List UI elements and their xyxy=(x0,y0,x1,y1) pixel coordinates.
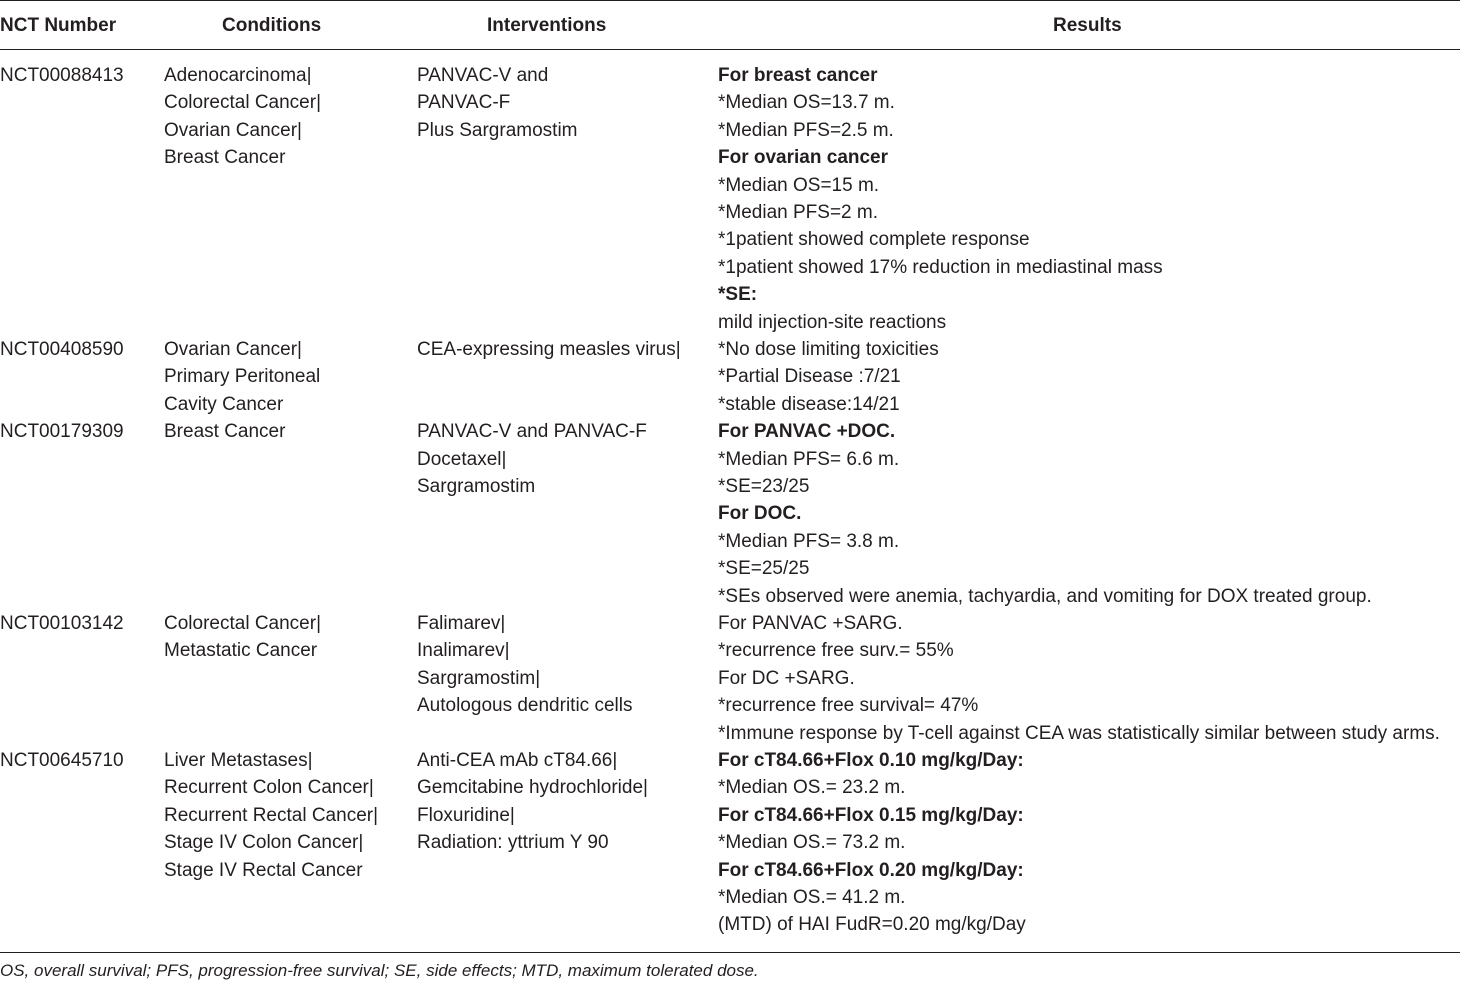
condition-line: Metastatic Cancer xyxy=(164,640,318,662)
result-line: For breast cancer xyxy=(718,65,878,86)
cell-interventions xyxy=(417,418,647,500)
intervention-line: Sargramostim| xyxy=(417,667,541,689)
intervention-line: Autologous dendritic cells xyxy=(417,695,633,717)
intervention-line: Floxuridine| xyxy=(417,804,515,826)
result-line: *No dose limiting toxicities xyxy=(718,339,939,360)
condition-line: Cavity Cancer xyxy=(164,393,284,415)
result-line: *Median OS=15 m. xyxy=(718,174,880,196)
result-line: mild injection-site reactions xyxy=(718,311,947,333)
result-line: *1patient showed 17% reduction in mediastinal mass xyxy=(718,256,1163,278)
cell-conditions xyxy=(164,418,285,445)
cell-nct xyxy=(0,62,124,89)
table-bottom-rule xyxy=(0,952,1460,953)
intervention-line: Gemcitabine hydrochloride| xyxy=(417,777,648,799)
result-line: *Median OS.= 73.2 m. xyxy=(718,832,906,854)
result-line: For PANVAC +DOC. xyxy=(718,421,896,443)
result-line: For DC +SARG. xyxy=(718,667,855,689)
nct-number: NCT00179309 xyxy=(0,421,124,443)
cell-interventions xyxy=(417,747,648,857)
intervention-line: Anti-CEA mAb cT84.66| xyxy=(417,750,618,771)
result-line: For cT84.66+Flox 0.20 mg/kg/Day: xyxy=(718,859,1024,881)
result-line: (MTD) of HAI FudR=0.20 mg/kg/Day xyxy=(718,914,1026,936)
condition-line: Recurrent Colon Cancer| xyxy=(164,777,374,799)
cell-results xyxy=(718,336,939,418)
condition-line: Colorectal Cancer| xyxy=(164,92,322,114)
result-line: *SE=25/25 xyxy=(718,558,810,580)
intervention-line: PANVAC-V and PANVAC-F xyxy=(417,421,647,443)
result-line: For ovarian cancer xyxy=(718,147,889,169)
cell-results xyxy=(718,610,1440,747)
cell-interventions xyxy=(417,62,578,144)
cell-conditions xyxy=(164,747,378,884)
intervention-line: Falimarev| xyxy=(417,613,506,634)
intervention-line: CEA-expressing measles virus| xyxy=(417,339,681,360)
cell-conditions xyxy=(164,336,320,418)
result-line: For cT84.66+Flox 0.10 mg/kg/Day: xyxy=(718,750,1024,771)
cell-results xyxy=(718,747,1026,939)
cell-results xyxy=(718,418,1372,610)
result-line: *recurrence free survival= 47% xyxy=(718,695,979,717)
result-line: *Median OS.= 23.2 m. xyxy=(718,777,906,799)
result-line: *Immune response by T-cell against CEA was statistically similar between study arms. xyxy=(718,722,1440,744)
result-line: *Median OS.= 41.2 m. xyxy=(718,886,906,908)
condition-line: Breast Cancer xyxy=(164,147,286,169)
result-line: *Median PFS= 6.6 m. xyxy=(718,448,900,470)
intervention-line: Inalimarev| xyxy=(417,640,510,662)
intervention-line: PANVAC-V and xyxy=(417,65,549,86)
result-line: *Median PFS= 3.8 m. xyxy=(718,530,900,552)
result-line: *recurrence free surv.= 55% xyxy=(718,640,954,662)
intervention-line: Radiation: yttrium Y 90 xyxy=(417,832,609,854)
intervention-line: Docetaxel| xyxy=(417,448,507,470)
result-line: *Median PFS=2.5 m. xyxy=(718,119,894,141)
result-line: *Median PFS=2 m. xyxy=(718,201,878,223)
result-line: *SE=23/25 xyxy=(718,475,810,497)
cell-nct xyxy=(0,610,124,637)
header-nct: NCT Number xyxy=(0,15,117,36)
header-results: Results xyxy=(1053,15,1122,36)
intervention-line: PANVAC-F xyxy=(417,92,511,114)
intervention-line: Sargramostim xyxy=(417,475,536,497)
result-line: *SE: xyxy=(718,284,758,306)
header-rule xyxy=(0,49,1460,50)
cell-results xyxy=(718,62,1163,336)
cell-nct xyxy=(0,747,124,774)
table-footnote: OS, overall survival; PFS, progression-free survival; SE, side effects; MTD, maximum tolerated dose. xyxy=(0,961,759,980)
condition-line: Colorectal Cancer| xyxy=(164,613,322,634)
header-conditions: Conditions xyxy=(222,15,322,36)
condition-line: Recurrent Rectal Cancer| xyxy=(164,804,379,826)
cell-nct xyxy=(0,418,124,445)
result-line: For cT84.66+Flox 0.15 mg/kg/Day: xyxy=(718,804,1024,826)
condition-line: Ovarian Cancer| xyxy=(164,339,302,360)
intervention-line: Plus Sargramostim xyxy=(417,119,578,141)
condition-line: Stage IV Rectal Cancer xyxy=(164,859,363,881)
result-line: *SEs observed were anemia, tachyardia, and vomiting for DOX treated group. xyxy=(718,585,1372,607)
nct-number: NCT00088413 xyxy=(0,65,124,86)
header-interventions: Interventions xyxy=(487,15,607,36)
condition-line: Primary Peritoneal xyxy=(164,366,321,388)
result-line: For PANVAC +SARG. xyxy=(718,613,903,634)
cell-conditions xyxy=(164,610,321,665)
condition-line: Ovarian Cancer| xyxy=(164,119,302,141)
condition-line: Breast Cancer xyxy=(164,421,286,443)
cell-nct xyxy=(0,336,124,363)
cell-interventions xyxy=(417,610,632,720)
nct-number: NCT00408590 xyxy=(0,339,124,360)
condition-line: Adenocarcinoma| xyxy=(164,65,312,86)
result-line: *Median OS=13.7 m. xyxy=(718,92,895,114)
result-line: For DOC. xyxy=(718,503,802,525)
nct-number: NCT00645710 xyxy=(0,750,124,771)
result-line: *Partial Disease :7/21 xyxy=(718,366,901,388)
condition-line: Liver Metastases| xyxy=(164,750,313,771)
table-top-rule xyxy=(0,0,1460,1)
result-line: *1patient showed complete response xyxy=(718,229,1030,251)
condition-line: Stage IV Colon Cancer| xyxy=(164,832,364,854)
cell-conditions xyxy=(164,62,321,172)
nct-number: NCT00103142 xyxy=(0,613,124,634)
cell-interventions xyxy=(417,336,681,363)
result-line: *stable disease:14/21 xyxy=(718,393,900,415)
